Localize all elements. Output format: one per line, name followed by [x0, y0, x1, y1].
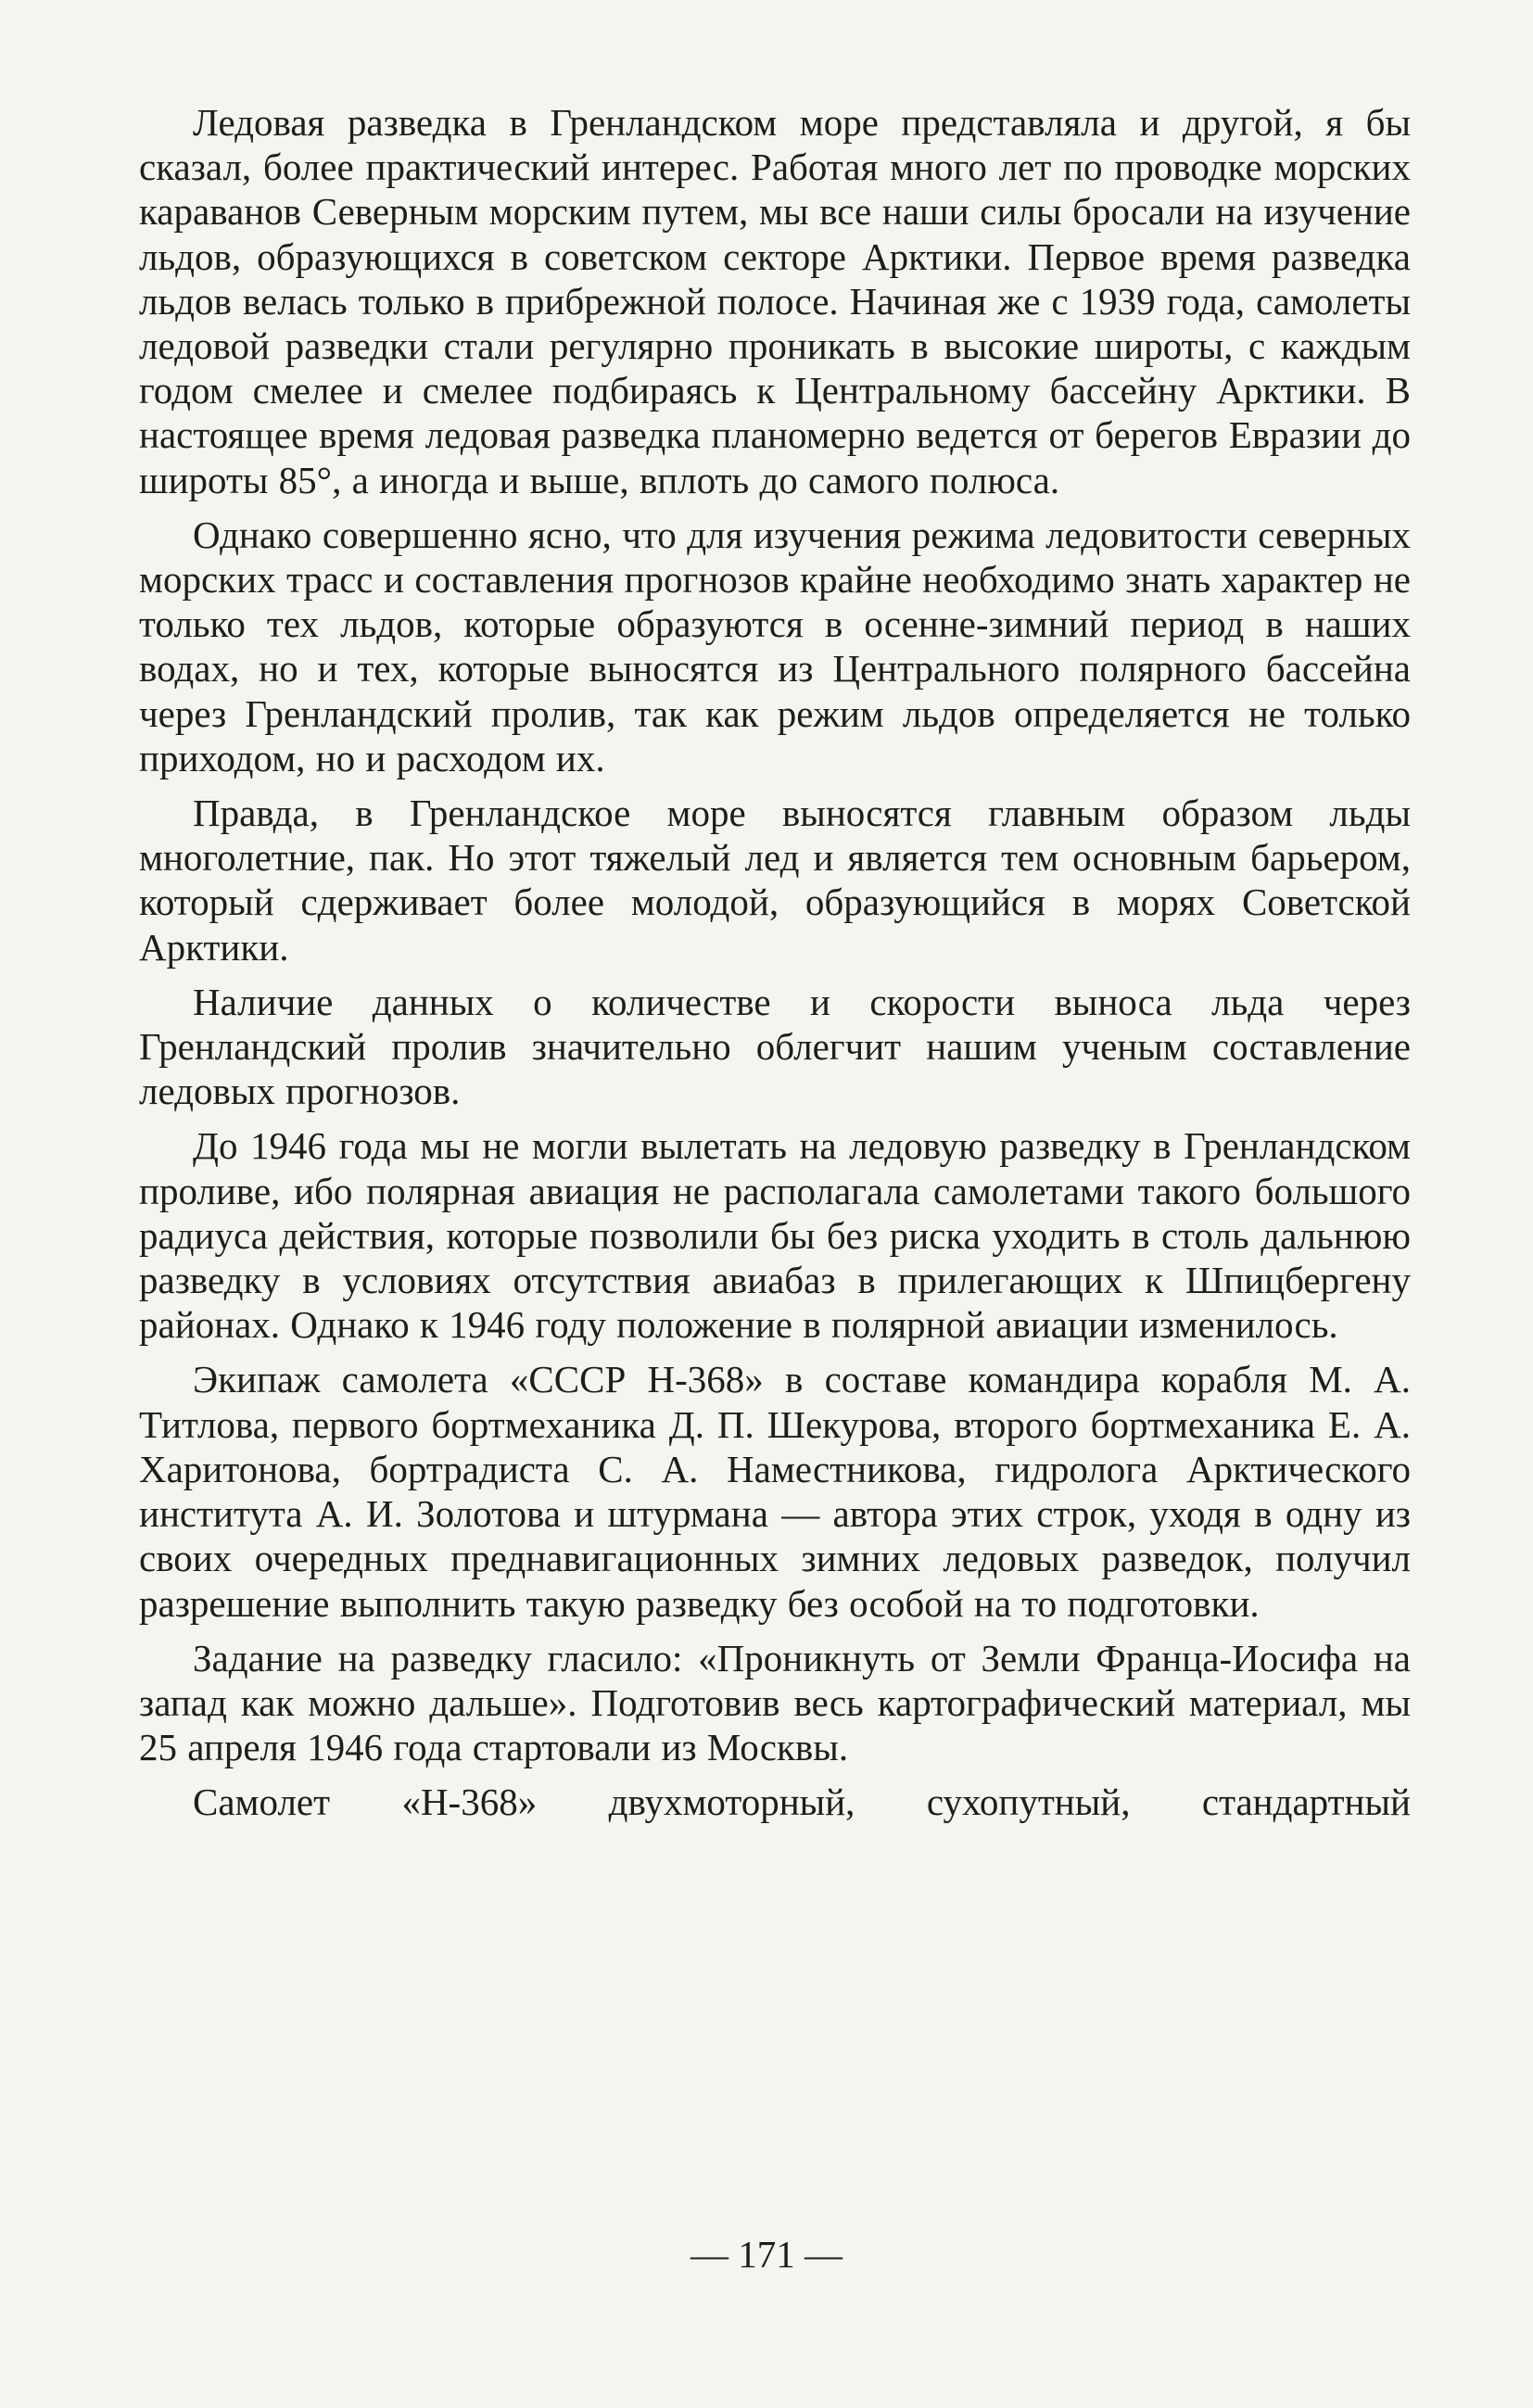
page-body: [139, 100, 1411, 1835]
paragraph: Наличие данных о количестве и скорости выноса льда через Гренландский пролив значительно облегчит нашим ученым составление ледовых прогнозов.: [139, 980, 1411, 1113]
paragraph: Задание на разведку гласило: «Проникнуть от Земли Франца-Иосифа на запад как можно дальше». Подготовив весь картографический материал, мы 25 апреля 1946 года стартовали из Москвы.: [139, 1636, 1411, 1769]
paragraph: До 1946 года мы не могли вылетать на ледовую разведку в Гренландском проливе, ибо полярная авиация не располагала самолетами такого большого радиуса действия, которые позволили бы без риска уходить в столь дальнюю разведку в условиях отсутствия авиабаз в прилегающих к Шпицбергену районах. Однако к 1946 году положение в полярной авиации изменилось.: [139, 1124, 1411, 1347]
paragraph: Ледовая разведка в Гренландском море представляла и другой, я бы сказал, более практический интерес. Работая много лет по проводке морских караванов Северным морским путем, мы все наши силы бросали на изучение льдов, образующихся в советском секторе Арктики. Первое время разведка льдов велась только в прибрежной полосе. Начиная же с 1939 года, самолеты ледовой разведки стали регулярно проникать в высокие широты, с каждым годом смелее и смелее подбираясь к Центральному бассейну Арктики. В настоящее время ледовая разведка планомерно ведется от берегов Евразии до широты 85°, а иногда и выше, вплоть до самого полюса.: [139, 101, 1411, 501]
paragraph: Однако совершенно ясно, что для изучения режима ледовитости северных морских трасс и составления прогнозов крайне необходимо знать характер не только тех льдов, которые образуются в осенне-зимний период в наших водах, но и тех, которые выносятся из Центрального полярного бассейна через Гренландский пролив, так как режим льдов определяется не только приходом, но и расходом их.: [139, 513, 1411, 779]
paragraph: Правда, в Гренландское море выносятся главным образом льды многолетние, пак. Но этот тяжелый лед и является тем основным барьером, который сдерживает более молодой, образующийся в морях Советской Арктики.: [139, 792, 1411, 969]
paragraph: Экипаж самолета «СССР Н-368» в составе командира корабля М. А. Титлова, первого бортмеханика Д. П. Шекурова, второго бортмеханика Е. А. Харитонова, бортрадиста С. А. Наместникова, гидролога Арктического института А. И. Золотова и штурмана — автора этих строк, уходя в одну из своих очередных преднавигационных зимних ледовых разведок, получил разрешение выполнить такую разведку без особой на то подготовки.: [139, 1358, 1411, 1625]
page-number: — 171 —: [690, 2233, 843, 2275]
paragraph-continued: Самолет «Н-368» двухмоторный, сухопутный, стандартный: [193, 1781, 1411, 1824]
